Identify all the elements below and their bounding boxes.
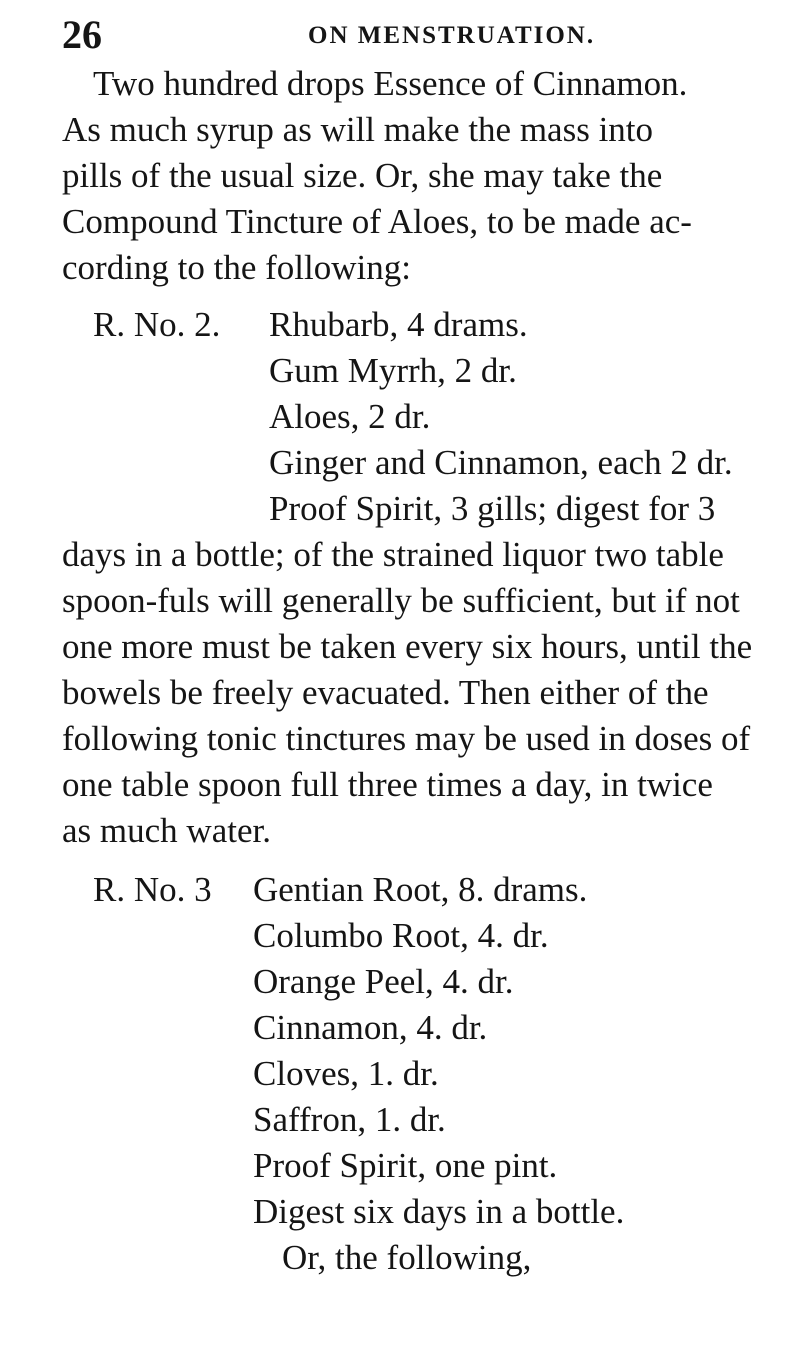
intro-line-5: cording to the following: <box>62 248 411 287</box>
recipe-2-item: Ginger and Cinnamon, each 2 dr. <box>269 443 733 482</box>
recipe-2-item: Proof Spirit, 3 gills; digest for 3 <box>269 489 716 528</box>
recipe-2-continuation-line: one more must be taken every six hours, until the <box>62 627 753 666</box>
intro-line-2: As much syrup as will make the mass into <box>62 110 654 149</box>
recipe-3-item: Gentian Root, 8. drams. <box>253 870 588 909</box>
recipe-3-item: Orange Peel, 4. dr. <box>253 962 514 1001</box>
recipe-2-item: Aloes, 2 dr. <box>269 397 431 436</box>
recipe-3-item: Proof Spirit, one pint. <box>253 1146 558 1185</box>
recipe-3-item: Cloves, 1. dr. <box>253 1054 439 1093</box>
recipe-2-continuation-line: days in a bottle; of the strained liquor two table <box>62 535 724 574</box>
running-head: ON MENSTRUATION. <box>308 22 596 49</box>
recipe-2-continuation-line: bowels be freely evacuated. Then either of the <box>62 673 709 712</box>
recipe-3-item: Columbo Root, 4. dr. <box>253 916 549 955</box>
recipe-2-continuation-line: spoon-fuls will generally be sufficient, but if not <box>62 581 740 620</box>
recipe-2-continuation-line: as much water. <box>62 811 271 850</box>
intro-line-4: Compound Tincture of Aloes, to be made ac- <box>62 202 692 241</box>
recipe-2-continuation-line: following tonic tinctures may be used in doses of <box>62 719 751 758</box>
recipe-2-item: Rhubarb, 4 drams. <box>269 305 528 344</box>
recipe-2-item: Gum Myrrh, 2 dr. <box>269 351 517 390</box>
recipe-3-item: Saffron, 1. dr. <box>253 1100 446 1139</box>
closing-line: Or, the following, <box>282 1238 532 1277</box>
recipe-2-label: R. No. 2. <box>93 305 221 344</box>
page-header <box>62 10 762 60</box>
intro-line-1: Two hundred drops Essence of Cinnamon. <box>93 64 688 103</box>
intro-line-3: pills of the usual size. Or, she may take the <box>62 156 663 195</box>
page-number: 26 <box>62 12 102 57</box>
recipe-2-continuation-line: one table spoon full three times a day, in twice <box>62 765 713 804</box>
recipe-3-label: R. No. 3 <box>93 870 212 909</box>
recipe-3-item: Digest six days in a bottle. <box>253 1192 625 1231</box>
recipe-3-item: Cinnamon, 4. dr. <box>253 1008 488 1047</box>
